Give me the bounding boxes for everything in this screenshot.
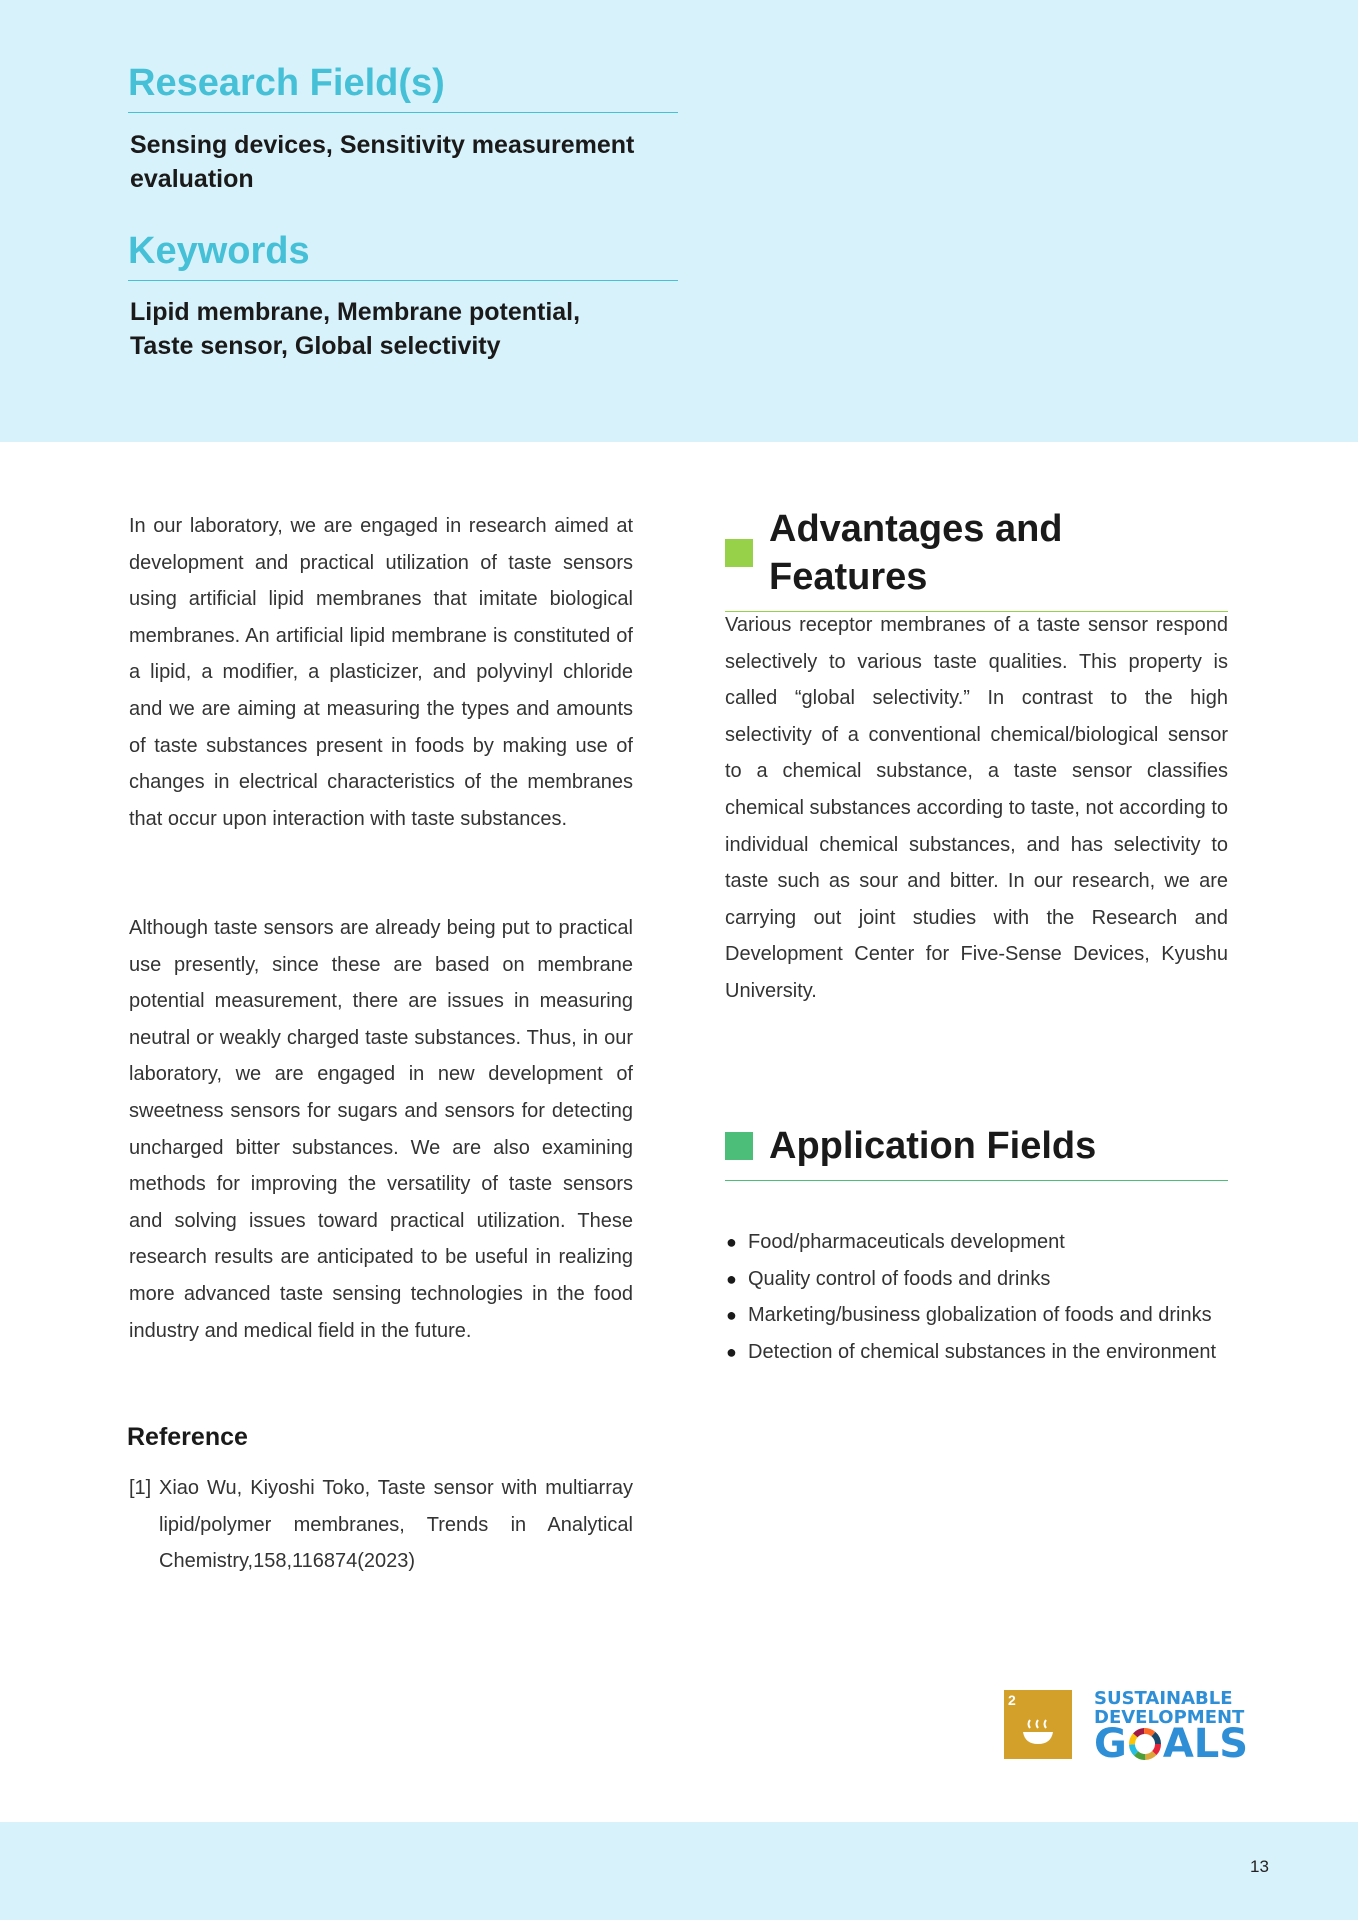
reference-text: Xiao Wu, Kiyoshi Toko, Taste sensor with multiarray lipid/polymer membranes, Trends in Analytical Chemistry,158,116874(2023) [159, 1477, 633, 1573]
bullet-icon: ● [726, 1232, 737, 1252]
sdg-goal-number: 2 [1008, 1692, 1016, 1708]
advantages-title: Advantages and Features [769, 508, 1063, 598]
advantages-heading [725, 505, 1228, 612]
sdg-goals-rest: ALS [1162, 1721, 1249, 1767]
reference-item [129, 1470, 633, 1580]
bullet-icon: ● [726, 1268, 737, 1289]
sdg-wheel-icon [1128, 1727, 1162, 1761]
keywords-line-2: Taste sensor, Global selectivity [130, 332, 501, 360]
bullet-icon: ● [726, 1341, 737, 1362]
sdg-goals-g: G [1094, 1721, 1127, 1767]
list-item: ● Detection of chemical substances in the environment [725, 1334, 1228, 1371]
bowl-icon [1022, 1718, 1054, 1748]
application-list [725, 1224, 1228, 1370]
bullet-icon: ● [726, 1305, 737, 1326]
application-heading [725, 1122, 1228, 1181]
green-square-icon [725, 1132, 753, 1160]
sdg-line-1: SUSTAINABLE [1094, 1688, 1233, 1709]
intro-paragraph-1: In our laboratory, we are engaged in research aimed at development and practical utilization of taste sensors using artificial lipid membranes that imitate biological membranes. An artificial lipid membrane is constituted of a lipid, a modifier, a plasticizer, and polyvinyl chloride and we are aiming at measuring the types and amounts of taste substances present in foods by making use of changes in electrical characteristics of the membranes that occur upon interaction with taste substances. [129, 515, 633, 830]
footer-band [0, 1822, 1358, 1920]
keywords-title: Keywords [128, 228, 678, 281]
green-square-icon [725, 539, 753, 567]
sdg-line-2: DEVELOPMENT [1094, 1707, 1245, 1728]
list-item: ● Food/pharmaceuticals development [725, 1224, 1228, 1261]
reference-title: Reference [127, 1423, 248, 1451]
research-fields-line-2: evaluation [130, 165, 254, 193]
research-fields-title: Research Field(s) [128, 60, 678, 113]
keywords-line-1: Lipid membrane, Membrane potential, [130, 298, 581, 326]
list-item: ● Marketing/business globalization of foods and drinks [725, 1297, 1228, 1334]
reference-number: [1] [129, 1477, 152, 1499]
research-fields-text [130, 128, 680, 196]
intro-paragraph-2: Although taste sensors are already being put to practical use presently, since these are based on membrane potential measurement, there are issues in measuring neutral or weakly charged taste substances. Thus, in our laboratory, we are engaged in new development of sweetness sensors for sugars and sensors for detecting uncharged bitter substances. We are also examining methods for improving the versatility of taste sensors and solving issues toward practical utilization. These research results are anticipated to be useful in realizing more advanced taste sensing technologies in the food industry and medical field in the future. [129, 917, 633, 1342]
research-fields-line-1: Sensing devices, Sensitivity measurement [130, 131, 635, 159]
application-title: Application Fields [769, 1125, 1097, 1167]
sdg-goals-word [1094, 1722, 1248, 1766]
keywords-text [130, 295, 680, 363]
page-number: 13 [1250, 1857, 1269, 1876]
list-item: ● Quality control of foods and drinks [725, 1261, 1228, 1298]
sdg-goal-2-icon [1004, 1690, 1072, 1759]
advantages-text: Various receptor membranes of a taste sensor respond selectively to various taste qualities. This property is called “global selectivity.” In contrast to the high selectivity of a conventional chemical/biological sensor to a chemical substance, a taste sensor classifies chemical substances according to taste, not according to individual chemical substances, and has selectivity to taste such as sour and bitter. In our research, we are carrying out joint studies with the Research and Development Center for Five-Sense Devices, Kyushu University. [725, 614, 1228, 1002]
